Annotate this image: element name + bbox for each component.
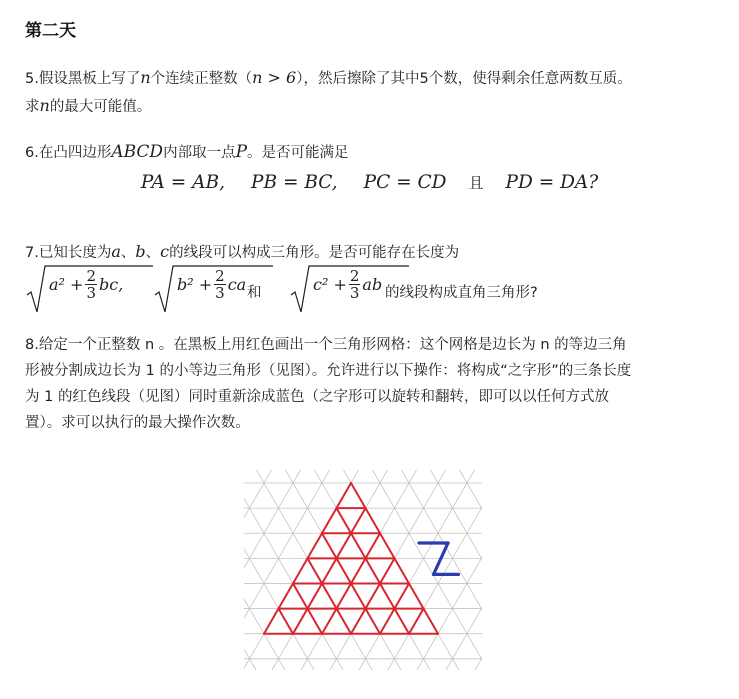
red-segment: [322, 533, 337, 558]
grid-line: [244, 470, 297, 670]
grid-line: [244, 470, 341, 670]
p8-line: 形被分割成边长为 1 的小等边三角形（见图）。允许进行以下操作：将构成“之字形”的三条长度: [25, 363, 632, 379]
red-segment: [424, 609, 439, 634]
red-segment: [337, 533, 352, 558]
red-segment: [351, 508, 366, 533]
problem-6-line: [25, 140, 349, 165]
red-segment: [293, 609, 308, 634]
grid-line: [463, 470, 482, 670]
fraction-two-thirds: $\frac{2}{3}$: [349, 267, 360, 302]
p7-text: 的线段可以构成三角形。是否可能存在长度为: [169, 245, 460, 261]
p7-var-a: a: [111, 242, 121, 261]
p5-condition: n > 6: [252, 68, 297, 87]
p5-text: 的最大可能值。: [49, 99, 152, 115]
red-segment: [337, 483, 352, 508]
red-segment: [322, 609, 337, 634]
and-word: 和: [247, 285, 262, 301]
conjunction: 且: [468, 174, 484, 192]
problem-5-line-2: [25, 94, 151, 119]
p6-quad: ABCD: [111, 142, 164, 162]
p7-tail: 的线段构成直角三角形?: [385, 285, 538, 301]
p8-line: 置）。求可以执行的最大操作次数。: [25, 415, 250, 431]
red-segment: [351, 583, 366, 608]
red-segment: [380, 609, 395, 634]
grid-line: [376, 470, 482, 670]
eq-2: PB = BC,: [251, 172, 338, 193]
fraction-two-thirds: $\frac{2}{3}$: [215, 267, 225, 302]
problem-7-radicals: [25, 262, 725, 322]
p7-text: 7.已知长度为: [25, 245, 112, 261]
red-segment: [322, 558, 337, 583]
problem-6-equations: [0, 172, 739, 193]
p6-point: P: [235, 142, 248, 162]
red-segment: [322, 508, 337, 533]
background-grid: [244, 470, 482, 670]
p6-text: 6.在凸四边形: [25, 145, 112, 161]
red-segment: [322, 583, 337, 608]
red-segment: [308, 558, 323, 583]
red-segment: [351, 609, 366, 634]
p7-sep: 、: [120, 245, 136, 261]
red-segment: [351, 483, 366, 508]
p5-text: 个连续正整数（: [150, 71, 253, 87]
p5-text: 求: [25, 99, 40, 115]
grid-line: [361, 470, 482, 670]
red-segment: [366, 508, 381, 533]
red-segment: [351, 533, 366, 558]
red-segment: [395, 558, 410, 583]
red-segment: [380, 533, 395, 558]
p5-text: 5.假设黑板上写了: [25, 71, 141, 87]
triangular-grid-figure: [244, 470, 482, 670]
red-segment: [337, 609, 352, 634]
p7-sep: 、: [145, 245, 161, 261]
grid-line: [244, 470, 254, 670]
grid-line: [244, 470, 283, 670]
p6-text: 内部取一点: [163, 145, 236, 161]
red-segment: [308, 609, 323, 634]
eq-4: PD = DA?: [505, 172, 599, 193]
red-segment: [308, 583, 323, 608]
red-segment: [293, 558, 308, 583]
p5-var-n: n: [39, 96, 50, 115]
eq-3: PC = CD: [363, 172, 447, 193]
fraction-two-thirds: $\frac{2}{3}$: [86, 267, 96, 302]
grid-line: [448, 470, 482, 670]
red-segment: [308, 533, 323, 558]
radicand-1: a² + $\frac{2}{3}$ bc,: [49, 267, 124, 302]
p7-var-c: c: [160, 242, 170, 261]
p5-var-n: n: [140, 68, 151, 87]
problem-8: [25, 332, 715, 436]
red-segment: [279, 609, 294, 634]
p8-line: 为 1 的红色线段（见图）同时重新涂成蓝色（之字形可以旋转和翻转，即可以以任何方式放: [25, 389, 609, 405]
p5-text: ），然后擦除了其中5个数，使得剩余任意两数互质。: [296, 71, 632, 87]
p8-line: 8.给定一个正整数 n 。在黑板上用红色画出一个三角形网格：这个网格是边长为 n 的等边三角: [25, 337, 627, 353]
red-segment: [380, 583, 395, 608]
red-segment: [409, 609, 424, 634]
red-segment: [409, 583, 424, 608]
p7-var-b: b: [135, 242, 146, 261]
red-segment: [279, 583, 294, 608]
p6-text: 。是否可能满足: [247, 145, 349, 161]
red-segment: [337, 558, 352, 583]
radicand-3: c² + $\frac{2}{3}$ ab: [313, 267, 383, 302]
red-segment: [380, 558, 395, 583]
grid-line: [477, 470, 482, 670]
red-segment: [366, 609, 381, 634]
grid-line: [347, 470, 482, 670]
grid-line: [244, 470, 268, 670]
red-segment: [337, 583, 352, 608]
red-segment: [395, 583, 410, 608]
red-segment: [395, 609, 410, 634]
radicand-2: b² + $\frac{2}{3}$ ca: [177, 267, 247, 302]
grid-line: [244, 470, 370, 670]
red-segment: [366, 583, 381, 608]
red-segment: [366, 558, 381, 583]
red-segment: [293, 583, 308, 608]
eq-1: PA = AB,: [140, 172, 226, 193]
red-segment: [366, 533, 381, 558]
page-title: 第二天: [25, 21, 76, 41]
red-segment: [264, 609, 279, 634]
red-segment: [351, 558, 366, 583]
problem-5-line-1: [25, 66, 632, 91]
red-segment: [337, 508, 352, 533]
